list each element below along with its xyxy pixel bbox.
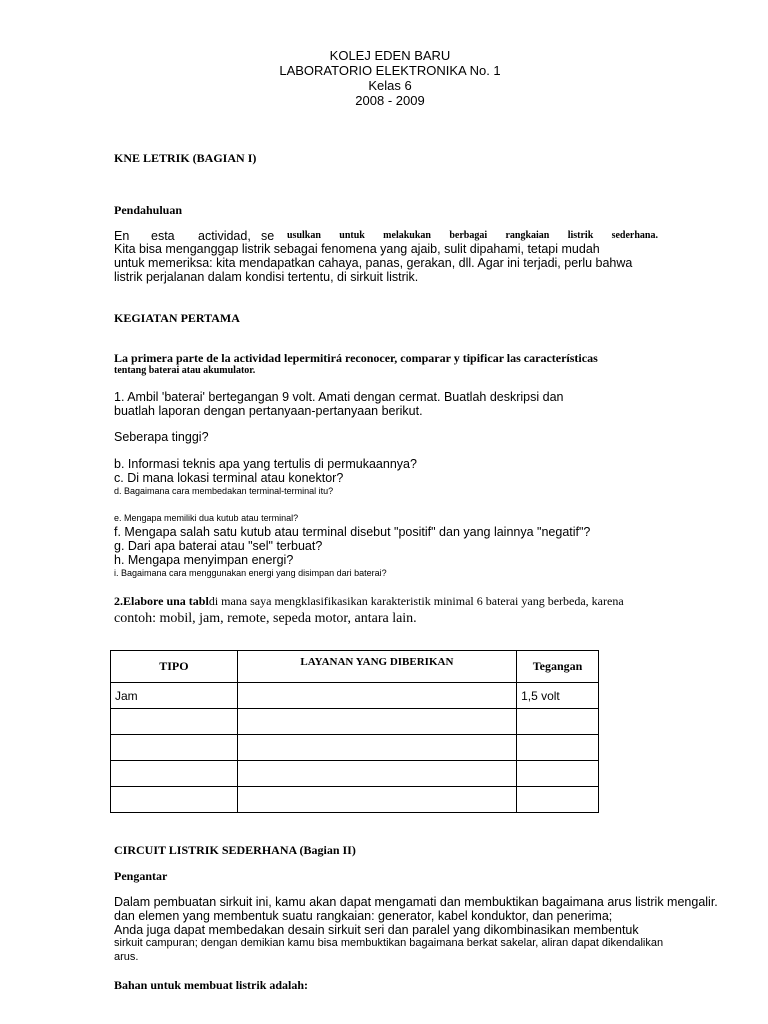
question-b: b. Informasi teknis apa yang tertulis di permukaannya?	[114, 457, 417, 471]
part2-line-1: Dalam pembuatan sirkuit ini, kamu akan dapat mengamati dan membuktikan bagaimana arus listrik mengalir.	[114, 895, 718, 909]
step2-rest: di mana saya mengklasifikasikan karakteristik minimal 6 baterai yang berbeda, karena	[208, 594, 624, 608]
table-cell[interactable]	[237, 709, 516, 735]
activity1-lead-1: La primera parte de la actividad lepermitirá reconocer, comparar y tipificar las características	[114, 351, 598, 365]
table-row	[111, 683, 599, 709]
table-cell[interactable]	[237, 787, 516, 813]
step1-line-1: 1. Ambil 'baterai' bertegangan 9 volt. Amati dengan cermat. Buatlah deskripsi dan	[114, 390, 564, 404]
header-tipo: TIPO	[111, 651, 238, 683]
school-name: KOLEJ EDEN BARU	[329, 48, 451, 63]
header-tegangan: Tegangan	[517, 651, 599, 683]
part2-line-2: dan elemen yang membentuk suatu rangkaian: generator, kabel konduktor, dan penerima;	[114, 909, 613, 923]
table-cell[interactable]	[517, 761, 599, 787]
activity1-lead-2: tentang baterai atau akumulator.	[114, 365, 256, 376]
table-cell[interactable]	[237, 735, 516, 761]
intro-rest: usulkan untuk melakukan berbagai rangkaian listrik sederhana.	[287, 230, 658, 241]
question-f: f. Mengapa salah satu kutub atau terminal disebut "positif" dan yang lainnya "negatif"?	[114, 525, 591, 539]
intro-line-1: Kita bisa menganggap listrik sebagai fenomena yang ajaib, sulit dipahami, tetapi mudah	[114, 242, 600, 256]
question-h: h. Mengapa menyimpan energi?	[114, 553, 294, 567]
table-cell[interactable]	[111, 787, 238, 813]
table-row	[111, 787, 599, 813]
step2-line-1	[114, 594, 624, 609]
header-layanan: LAYANAN YANG DIBERIKAN	[237, 651, 516, 683]
question-i: i. Bagaimana cara menggunakan energi yang disimpan dari baterai?	[114, 568, 387, 578]
table-row	[111, 709, 599, 735]
question-a: Seberapa tinggi?	[114, 430, 209, 444]
part2-line-4: sirkuit campuran; dengan demikian kamu bisa membuktikan bagaimana berkat sakelar, aliran dapat dikendalikan	[114, 937, 664, 949]
step1-line-2: buatlah laporan dengan pertanyaan-pertanyaan berikut.	[114, 404, 423, 418]
part1-intro-heading: Pendahuluan	[114, 203, 183, 217]
step2-line-2: contoh: mobil, jam, remote, sepeda motor, antara lain.	[114, 611, 417, 626]
table-cell[interactable]	[111, 735, 238, 761]
activity1-title: KEGIATAN PERTAMA	[114, 311, 240, 325]
table-cell[interactable]	[237, 683, 516, 709]
intro-word-2: esta	[151, 229, 175, 243]
table-cell[interactable]: Jam	[111, 683, 238, 709]
battery-table	[110, 650, 599, 813]
document-header	[0, 48, 768, 108]
table-row	[111, 735, 599, 761]
part2-line-3: Anda juga dapat membedakan desain sirkuit seri dan paralel yang dikombinasikan membentuk	[114, 923, 639, 937]
part1-title: KNE LETRIK (BAGIAN I)	[114, 151, 257, 165]
table-cell[interactable]: 1,5 volt	[517, 683, 599, 709]
table-cell[interactable]	[237, 761, 516, 787]
question-c: c. Di mana lokasi terminal atau konektor?	[114, 471, 344, 485]
intro-word-4: se	[261, 229, 275, 243]
materials-heading: Bahan untuk membuat listrik adalah:	[114, 978, 309, 992]
intro-word-3: actividad,	[198, 229, 251, 243]
school-year: 2008 - 2009	[355, 93, 425, 108]
step2-bold: 2.Elabore una tabl	[114, 594, 209, 608]
question-d: d. Bagaimana cara membedakan terminal-terminal itu?	[114, 486, 334, 496]
part2-title: CIRCUIT LISTRIK SEDERHANA (Bagian II)	[114, 843, 356, 857]
intro-line-3: listrik perjalanan dalam kondisi tertentu, di sirkuit listrik.	[114, 270, 419, 284]
table-header-row	[111, 651, 599, 683]
table-cell[interactable]	[517, 709, 599, 735]
table-cell[interactable]	[111, 709, 238, 735]
part2-line-5: arus.	[114, 951, 139, 963]
part2-intro-heading: Pengantar	[114, 869, 168, 883]
class-label: Kelas 6	[368, 78, 412, 93]
table-row	[111, 761, 599, 787]
table-cell[interactable]	[111, 761, 238, 787]
question-e: e. Mengapa memiliki dua kutub atau terminal?	[114, 513, 299, 523]
intro-word-1: En	[114, 229, 130, 243]
question-g: g. Dari apa baterai atau "sel" terbuat?	[114, 539, 323, 553]
table-cell[interactable]	[517, 735, 599, 761]
table-cell[interactable]	[517, 787, 599, 813]
lab-title: LABORATORIO ELEKTRONIKA No. 1	[279, 63, 501, 78]
intro-line-2: untuk memeriksa: kita mendapatkan cahaya, panas, gerakan, dll. Agar ini terjadi, perlu bahwa	[114, 256, 633, 270]
